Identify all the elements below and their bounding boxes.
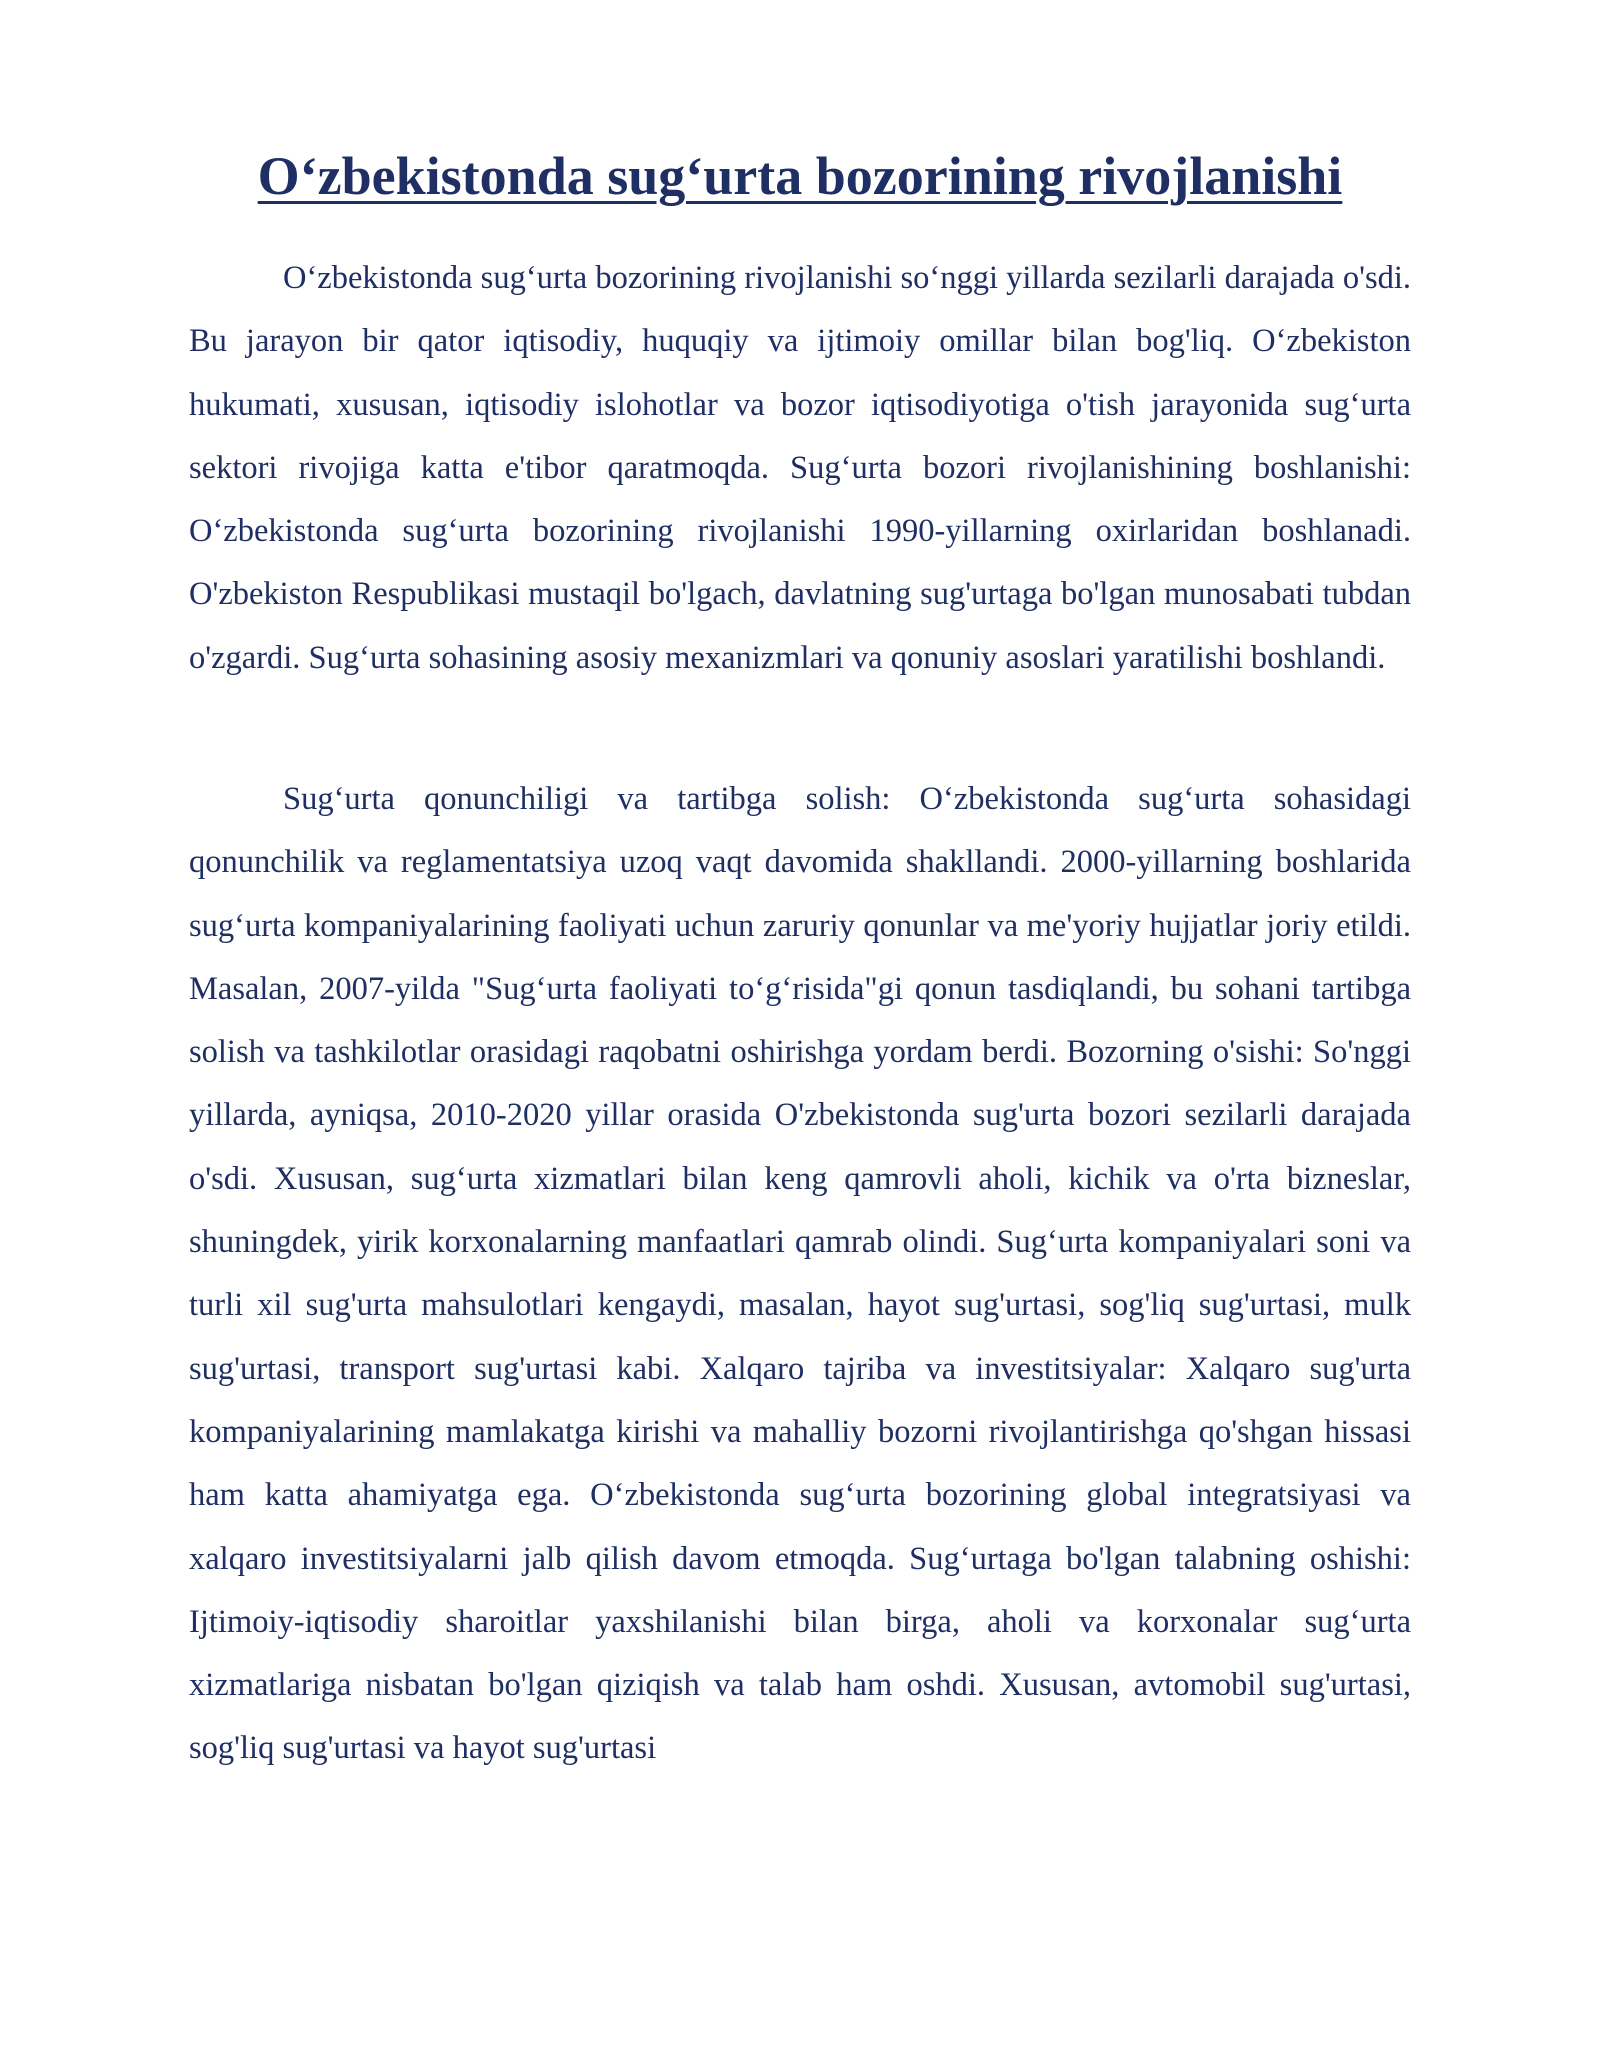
document-title: O‘zbekistonda sug‘urta bozorining rivojlanishi [257,146,1343,206]
body-paragraph: Sug‘urta qonunchiligi va tartibga solish: O‘zbekistonda sug‘urta sohasidagi qonunchilik va reglamentatsiya uzoq vaqt davomida shakllandi. 2000-yillarning boshlarida sug‘urta kompaniyalarining faoliyati uchun zaruriy qonunlar va me'yoriy hujjatlar joriy etildi. Masalan, 2007-yilda "Sug‘urta faoliyati to‘g‘risida"gi qonun tasdiqlandi, bu sohani tartibga solish va tashkilotlar orasidagi raqobatni oshirishga yordam berdi. Bozorning o'sishi: So'nggi yillarda, ayniqsa, 2010-2020 yillar orasida O'zbekistonda sug'urta bozori sezilarli darajada o'sdi. Xususan, sug‘urta xizmatlari bilan keng qamrovli aholi, kichik va o'rta bizneslar, shuningdek, yirik korxonalarning manfaatlari qamrab olindi. Sug‘urta kompaniyalari soni va turli xil sug'urta mahsulotlari kengaydi, masalan, hayot sug'urtasi, sog'liq sug'urtasi, mulk sug'urtasi, transport sug'urtasi kabi. Xalqaro tajriba va investitsiyalar: Xalqaro sug'urta kompaniyalarining mamlakatga kirishi va mahalliy bozorni rivojlantirishga qo'shgan hissasi ham katta ahamiyatga ega. O‘zbekistonda sug‘urta bozorining global integratsiyasi va xalqaro investitsiyalarni jalb qilish davom etmoqda. Sug‘urtaga bo'lgan talabning oshishi: Ijtimoiy-iqtisodiy sharoitlar yaxshilanishi bilan birga, aholi va korxonalar sug‘urta xizmatlariga nisbatan bo'lgan qiziqish va talab ham oshdi. Xususan, avtomobil sug'urtasi, sog'liq sug'urtasi va hayot sug'urtasi [189,781,1411,1767]
body-paragraph: O‘zbekistonda sug‘urta bozorining rivojlanishi so‘nggi yillarda sezilarli darajada o'sdi. Bu jarayon bir qator iqtisodiy, huquqiy va ijtimoiy omillar bilan bog'liq. O‘zbekiston hukumati, xususan, iqtisodiy islohotlar va bozor iqtisodiyotiga o'tish jarayonida sug‘urta sektori rivojiga katta e'tibor qaratmoqda. Sug‘urta bozori rivojlanishining boshlanishi: O‘zbekistonda sug‘urta bozorining rivojlanishi 1990-yillarning oxirlaridan boshlanadi. O'zbekiston Respublikasi mustaqil bo'lgach, davlatning sug'urtaga bo'lgan munosabati tubdan o'zgardi. Sug‘urta sohasining asosiy mexanizmlari va qonuniy asoslari yaratilishi boshlandi. [189,260,1411,676]
